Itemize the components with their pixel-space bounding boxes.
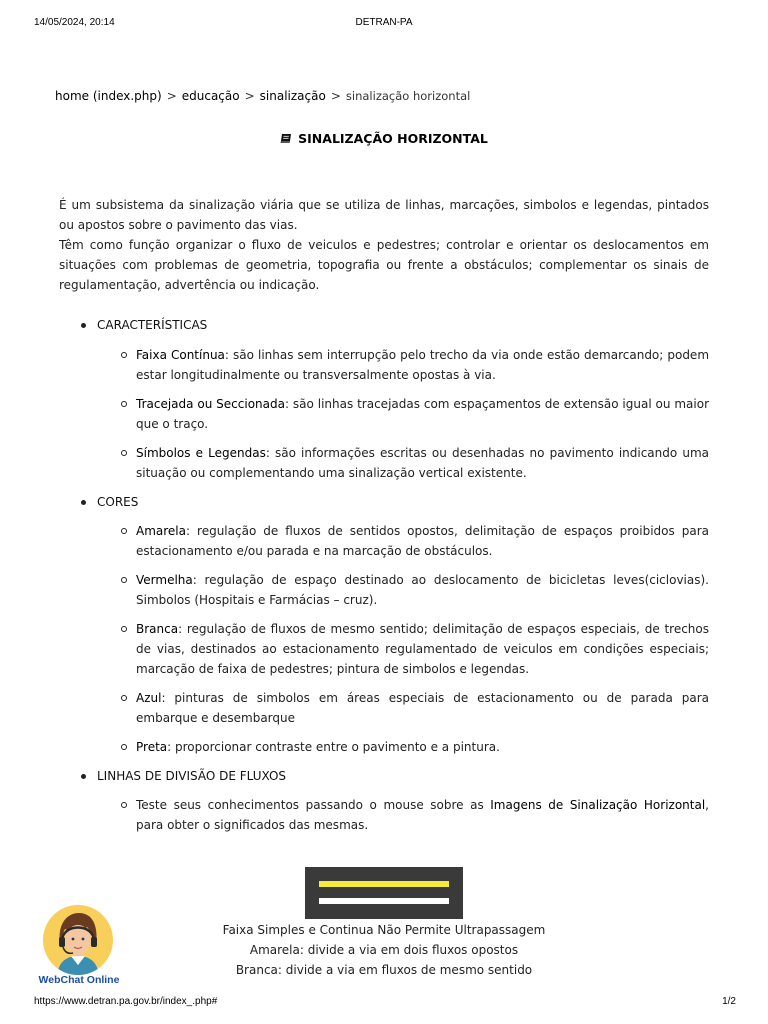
webchat-widget[interactable] [34, 902, 124, 992]
term: Azul [136, 691, 162, 705]
bullet-ring-icon [121, 744, 127, 750]
section-list [59, 315, 709, 835]
caption-line: Branca: divide a via em fluxos de mesmo sentido [235, 963, 533, 977]
list-item [97, 619, 709, 679]
bullet-ring-icon [121, 401, 127, 407]
print-header [0, 17, 768, 31]
term: Imagens de Sinalização Horizontal [490, 798, 706, 812]
page-title-row [0, 131, 768, 147]
definition: : são informações escritas ou desenhadas no pavimento indicando uma situação ou complementando uma sinalização vertical existente. [136, 446, 709, 480]
breadcrumb [55, 89, 470, 103]
term: Tracejada ou Seccionada [136, 397, 285, 411]
list-item [97, 394, 709, 434]
section-heading: CARACTERÍSTICAS [97, 318, 208, 332]
list-item [97, 737, 709, 757]
bullet-ring-icon [121, 802, 127, 808]
term: Símbolos e Legendas [136, 446, 266, 460]
breadcrumb-sinalizacao-link[interactable]: sinalização [259, 89, 326, 103]
caption-line: Amarela: divide a via em dois fluxos opostos [249, 943, 519, 957]
list-item [97, 688, 709, 728]
section-caracteristicas [59, 315, 709, 483]
print-page-number: 1/2 [722, 996, 736, 1007]
breadcrumb-separator: > [244, 89, 255, 103]
breadcrumb-separator: > [166, 89, 177, 103]
intro-paragraph-2: Têm como função organizar o fluxo de veiculos e pedestres; controlar e orientar os deslocamentos em situações com problemas de geometria, topografia ou frente a obstáculos; complementar os sinais de regulamentação, advertência ou indicação. [59, 238, 709, 292]
definition: : regulação de espaço destinado ao deslocamento de bicicletas leves(ciclovias). Simbolos (Hospitais e Farmácias – cruz). [136, 573, 709, 607]
hint-text: Teste seus conhecimentos passando o mouse sobre as [136, 798, 491, 812]
bullet-icon [81, 323, 86, 328]
section-heading: LINHAS DE DIVISÃO DE FLUXOS [97, 769, 287, 783]
bullet-icon [81, 500, 86, 505]
sign-image-faixa-simples-continua[interactable] [305, 867, 463, 919]
breadcrumb-educacao-link[interactable]: educação [181, 89, 240, 103]
section-cores [59, 492, 709, 757]
section-linhas [59, 766, 709, 835]
white-line [319, 898, 449, 904]
book-icon [280, 132, 292, 147]
page-title: SINALIZAÇÃO HORIZONTAL [298, 131, 488, 146]
main-content [59, 195, 709, 835]
term: Branca [136, 622, 179, 636]
list-item [97, 345, 709, 385]
term: Amarela [136, 524, 186, 538]
term: Preta [136, 740, 168, 754]
bullet-ring-icon [121, 528, 127, 534]
list-item [97, 570, 709, 610]
bullet-ring-icon [121, 577, 127, 583]
breadcrumb-home-link[interactable]: home (index.php) [55, 89, 162, 103]
term: Vermelha [136, 573, 193, 587]
definition: : regulação de fluxos de sentidos opostos, delimitação de espaços proibidos para estacionamento e/ou parada e na marcação de obstáculos. [136, 524, 709, 558]
definition: : pinturas de simbolos em áreas especiais de estacionamento ou de parada para embarque e desembarque [136, 691, 709, 725]
webchat-label: WebChat Online [38, 974, 120, 986]
print-site-title: DETRAN-PA [355, 17, 413, 28]
definition: : proporcionar contraste entre o pavimento e a pintura. [167, 740, 500, 754]
support-agent-icon [43, 905, 113, 975]
list-item [97, 521, 709, 561]
bullet-ring-icon [121, 695, 127, 701]
hint-text-end: , para obter o significados das mesmas. [136, 798, 709, 832]
caption-line: Faixa Simples e Continua Não Permite Ultrapassagem [222, 923, 546, 937]
section-heading: CORES [97, 495, 139, 509]
subsection-list [97, 795, 709, 835]
bullet-icon [81, 774, 86, 779]
breadcrumb-current: sinalização horizontal [345, 89, 471, 103]
definition: : regulação de fluxos de mesmo sentido; delimitação de espaços especiais, de trechos de vias, destinados ao estacionamento regulamentado de veiculos em condições especiais; marcação de faixa de pedestres; pintura de simbolos e legendas. [136, 622, 709, 676]
intro-paragraph-1: É um subsistema da sinalização viária que se utiliza de linhas, marcações, simbolos e legendas, pintados ou apostos sobre o pavimento das vias. [59, 198, 709, 232]
bullet-ring-icon [121, 626, 127, 632]
bullet-ring-icon [121, 450, 127, 456]
subsection-list [97, 345, 709, 483]
list-item [97, 795, 709, 835]
yellow-line [319, 881, 449, 887]
subsection-list [97, 521, 709, 757]
print-url: https://www.detran.pa.gov.br/index_.php# [34, 996, 218, 1007]
bullet-ring-icon [121, 352, 127, 358]
definition: : são linhas tracejadas com espaçamentos de extensão igual ou maior que o traço. [136, 397, 710, 431]
list-item [97, 443, 709, 483]
definition: : são linhas sem interrupção pelo trecho da via onde estão demarcando; podem estar longitudinalmente ou transversalmente opostas à via. [136, 348, 710, 382]
print-datetime: 14/05/2024, 20:14 [34, 17, 115, 28]
term: Faixa Contínua [136, 348, 225, 362]
breadcrumb-separator: > [330, 89, 341, 103]
print-footer [0, 996, 768, 1010]
